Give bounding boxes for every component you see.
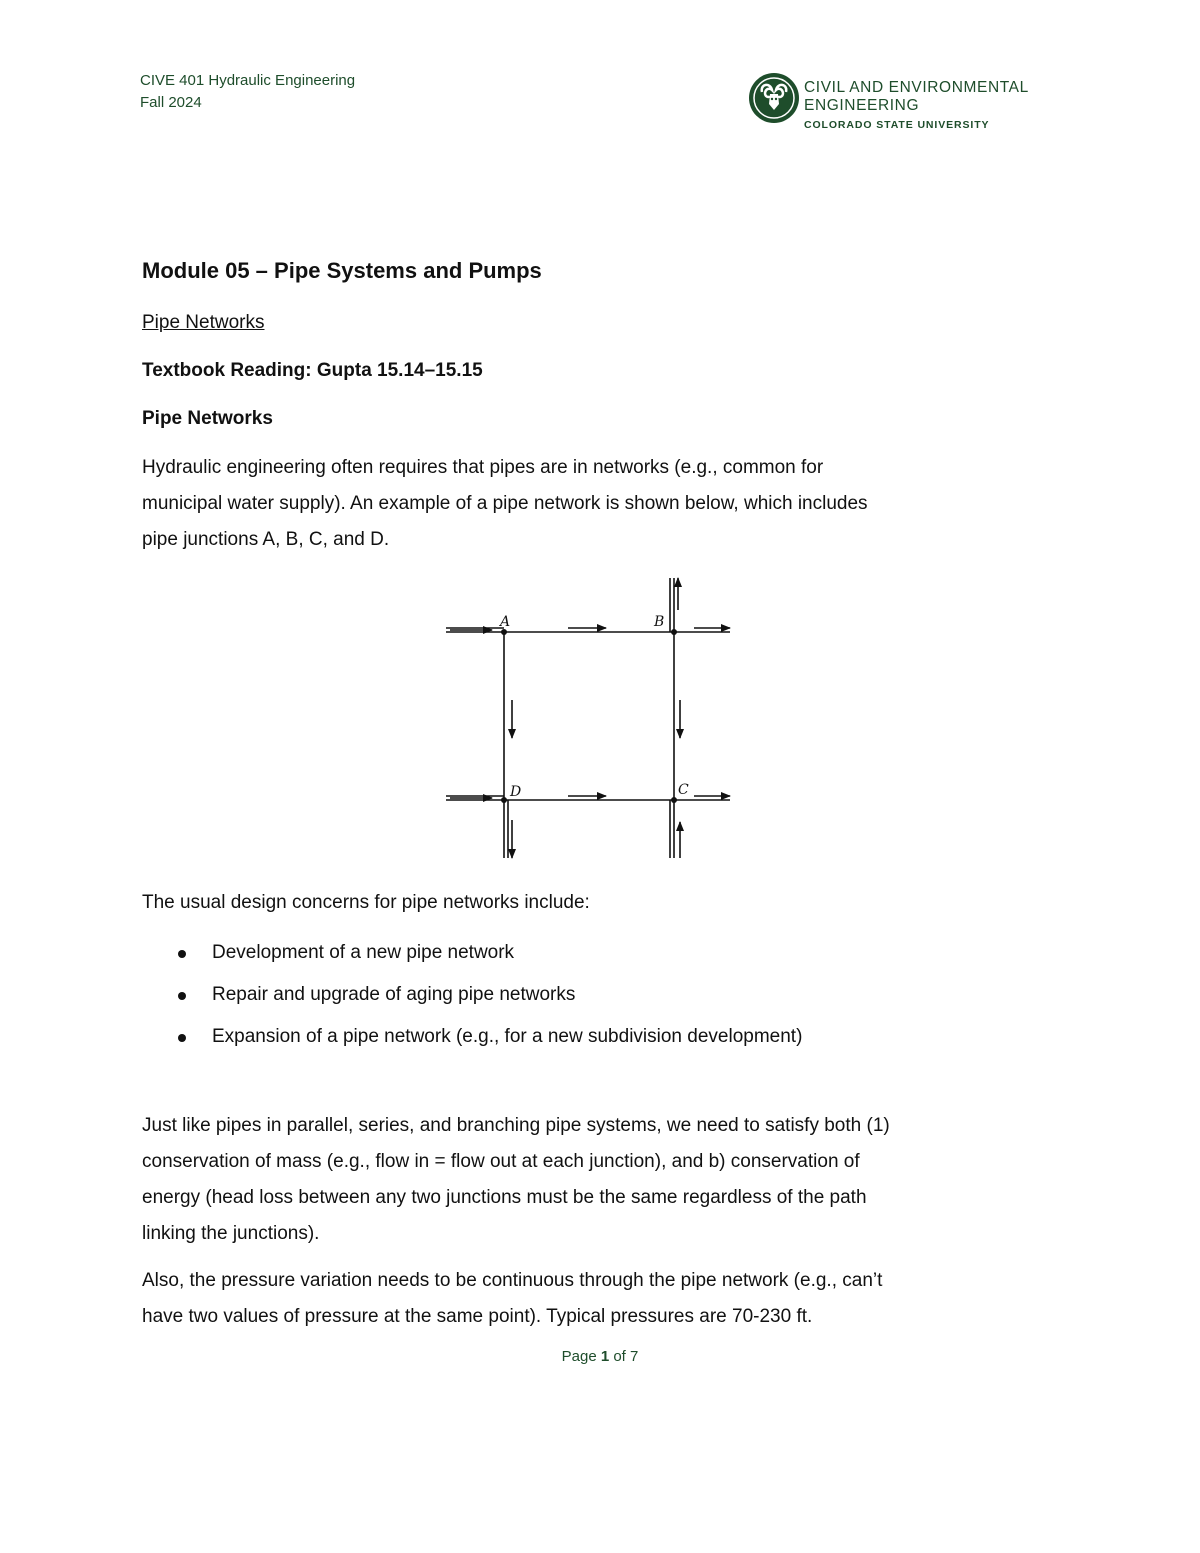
conservation-paragraph [142, 1108, 1062, 1252]
bullet-icon [178, 1034, 186, 1042]
list-item: Development of a new pipe network [142, 932, 802, 974]
department-logo [748, 70, 1068, 130]
paragraph-line: energy (head loss between any two junctions must be the same regardless of the path [142, 1187, 867, 1208]
page-number: 1 [600, 1348, 610, 1365]
intro-paragraph [142, 450, 1062, 558]
ram-seal-icon [748, 72, 800, 124]
label-b: B [654, 614, 665, 630]
label-c: C [678, 782, 689, 798]
intro-line: pipe junctions A, B, C, and D. [142, 529, 390, 550]
paragraph-line: linking the junctions). [142, 1223, 320, 1244]
junction-b [671, 629, 677, 635]
junction-d [501, 797, 507, 803]
bullet-icon [178, 992, 186, 1000]
module-title: Module 05 – Pipe Systems and Pumps [142, 258, 542, 283]
paragraph-line: have two values of pressure at the same point). Typical pressures are 70-230 ft. [142, 1306, 813, 1327]
list-item: Repair and upgrade of aging pipe networks [142, 974, 802, 1016]
section-link[interactable]: Pipe Networks [142, 312, 265, 333]
bullet-icon [178, 950, 186, 958]
paragraph-line: Also, the pressure variation needs to be continuous through the pipe network (e.g., can’t [142, 1270, 883, 1291]
junction-c [671, 797, 677, 803]
textbook-reading: Textbook Reading: Gupta 15.14–15.15 [142, 360, 483, 381]
page-footer: Page 1 of 7 [561, 1348, 639, 1365]
pipe-network-diagram [430, 568, 750, 868]
course-term: Fall 2024 [140, 94, 202, 111]
section-subheading: Pipe Networks [142, 408, 273, 429]
concerns-intro: The usual design concerns for pipe networks include: [142, 892, 590, 913]
label-d: D [510, 784, 522, 800]
pressure-paragraph [142, 1263, 1062, 1335]
paragraph-line: conservation of mass (e.g., flow in = flow out at each junction), and b) conservation of [142, 1151, 860, 1172]
course-title: CIVE 401 Hydraulic Engineering [140, 72, 356, 89]
document-header [140, 70, 355, 114]
intro-line: Hydraulic engineering often requires that pipes are in networks (e.g., common for [142, 457, 824, 478]
intro-line: municipal water supply). An example of a pipe network is shown below, which includes [142, 493, 868, 514]
label-a: A [500, 614, 511, 630]
logo-line-1: CIVIL AND ENVIRONMENTAL [804, 79, 1029, 96]
list-item: Expansion of a pipe network (e.g., for a new subdivision development) [142, 1016, 802, 1058]
logo-line-2: ENGINEERING [804, 97, 920, 114]
concerns-list [142, 932, 802, 1058]
logo-line-3: COLORADO STATE UNIVERSITY [804, 119, 990, 131]
paragraph-line: Just like pipes in parallel, series, and branching pipe systems, we need to satisfy both (1) [142, 1115, 890, 1136]
